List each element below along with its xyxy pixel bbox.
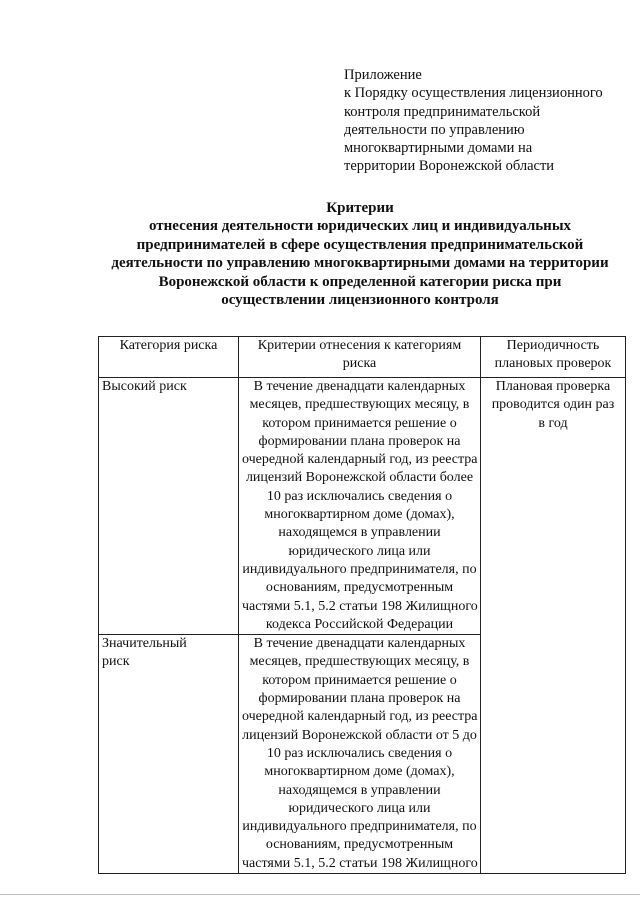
criteria-line: формировании плана проверок на bbox=[258, 433, 461, 449]
category-text: Высокий риск bbox=[102, 379, 187, 394]
criteria-line: индивидуального предпринимателя, по bbox=[242, 819, 477, 835]
table-row bbox=[99, 378, 626, 635]
criteria-line: лицензий Воронежской области от 5 до bbox=[242, 727, 477, 743]
title-line: деятельности по управлению многоквартирными домами на территории bbox=[111, 255, 609, 272]
category-text: риск bbox=[102, 654, 130, 670]
header-criteria bbox=[239, 337, 481, 378]
appendix-line: контроля предпринимательской bbox=[344, 103, 541, 120]
criteria-line: котором принимается решение о bbox=[262, 415, 457, 431]
criteria-line: кодекса Российской Федерации bbox=[265, 616, 454, 632]
criteria-line: основаниям, предусмотренным bbox=[265, 837, 454, 853]
criteria-line: частями 5.1, 5.2 статьи 198 Жилищного bbox=[242, 598, 478, 614]
appendix-line: к Порядку осуществления лицензионного bbox=[344, 85, 603, 102]
header-periodicity-line: Периодичность bbox=[506, 338, 600, 353]
criteria-line: многоквартирном доме (домах), bbox=[264, 764, 455, 780]
row-criteria bbox=[239, 635, 481, 874]
periodicity-line: Плановая проверка bbox=[495, 379, 611, 394]
criteria-line: индивидуального предпринимателя, по bbox=[242, 561, 477, 577]
title-heading: Критерии bbox=[326, 200, 394, 216]
periodicity-line: в год bbox=[538, 415, 568, 431]
criteria-line: многоквартирном доме (домах), bbox=[264, 507, 455, 523]
title-line: Воронежской области к определенной категории риска при bbox=[158, 273, 562, 290]
appendix-line: Приложение bbox=[344, 67, 422, 83]
appendix-note bbox=[344, 66, 634, 176]
row-periodicity bbox=[481, 378, 626, 635]
row-category bbox=[99, 635, 239, 874]
header-category-text: Категория риска bbox=[119, 338, 218, 353]
table-row bbox=[99, 635, 626, 874]
criteria-line: юридического лица или bbox=[288, 543, 431, 559]
row-criteria bbox=[239, 378, 481, 635]
criteria-line: месяцев, предшествующих месяцу, в bbox=[249, 397, 470, 413]
criteria-line: находящемся в управлении bbox=[278, 525, 441, 541]
criteria-line: 10 раз исключались сведения о bbox=[266, 745, 453, 761]
row-category bbox=[99, 378, 239, 635]
appendix-line: деятельности по управлению bbox=[344, 121, 525, 138]
header-category bbox=[99, 337, 239, 378]
appendix-line: территории Воронежской области bbox=[344, 158, 555, 175]
page-bottom-rule bbox=[0, 894, 640, 895]
header-criteria-line: риска bbox=[342, 356, 377, 372]
appendix-line: многоквартирными домами на bbox=[344, 140, 533, 157]
criteria-line: очередной календарный год, из реестра bbox=[242, 452, 478, 468]
criteria-line: месяцев, предшествующих месяцу, в bbox=[249, 654, 470, 670]
risk-criteria-table bbox=[98, 336, 626, 874]
header-periodicity-line: плановых проверок bbox=[494, 356, 612, 372]
title-line: осуществлении лицензионного контроля bbox=[221, 292, 499, 309]
criteria-line: юридического лица или bbox=[288, 800, 431, 816]
periodicity-line: проводится один раз bbox=[491, 397, 615, 413]
criteria-line: В течение двенадцати календарных bbox=[253, 379, 466, 394]
title-line: отнесения деятельности юридических лиц и индивидуальных bbox=[148, 218, 572, 235]
header-periodicity bbox=[481, 337, 626, 378]
criteria-line: лицензий Воронежской области более bbox=[245, 470, 474, 486]
criteria-line: 10 раз исключались сведения о bbox=[266, 488, 453, 504]
criteria-line: находящемся в управлении bbox=[278, 782, 441, 798]
criteria-line: основаниям, предусмотренным bbox=[265, 580, 454, 596]
criteria-line: В течение двенадцати календарных bbox=[253, 636, 466, 652]
criteria-line: котором принимается решение о bbox=[262, 672, 457, 688]
criteria-line: очередной календарный год, из реестра bbox=[242, 709, 478, 725]
title-line: предпринимателей в сфере осуществления предпринимательской bbox=[136, 236, 584, 253]
criteria-line: формировании плана проверок на bbox=[258, 691, 461, 707]
document-title bbox=[60, 199, 640, 309]
row-periodicity bbox=[481, 635, 626, 874]
category-text: Значительный bbox=[102, 636, 187, 652]
table-header-row bbox=[99, 337, 626, 378]
criteria-line: частями 5.1, 5.2 статьи 198 Жилищного bbox=[242, 855, 478, 871]
header-criteria-line: Критерии отнесения к категориям bbox=[257, 338, 462, 353]
